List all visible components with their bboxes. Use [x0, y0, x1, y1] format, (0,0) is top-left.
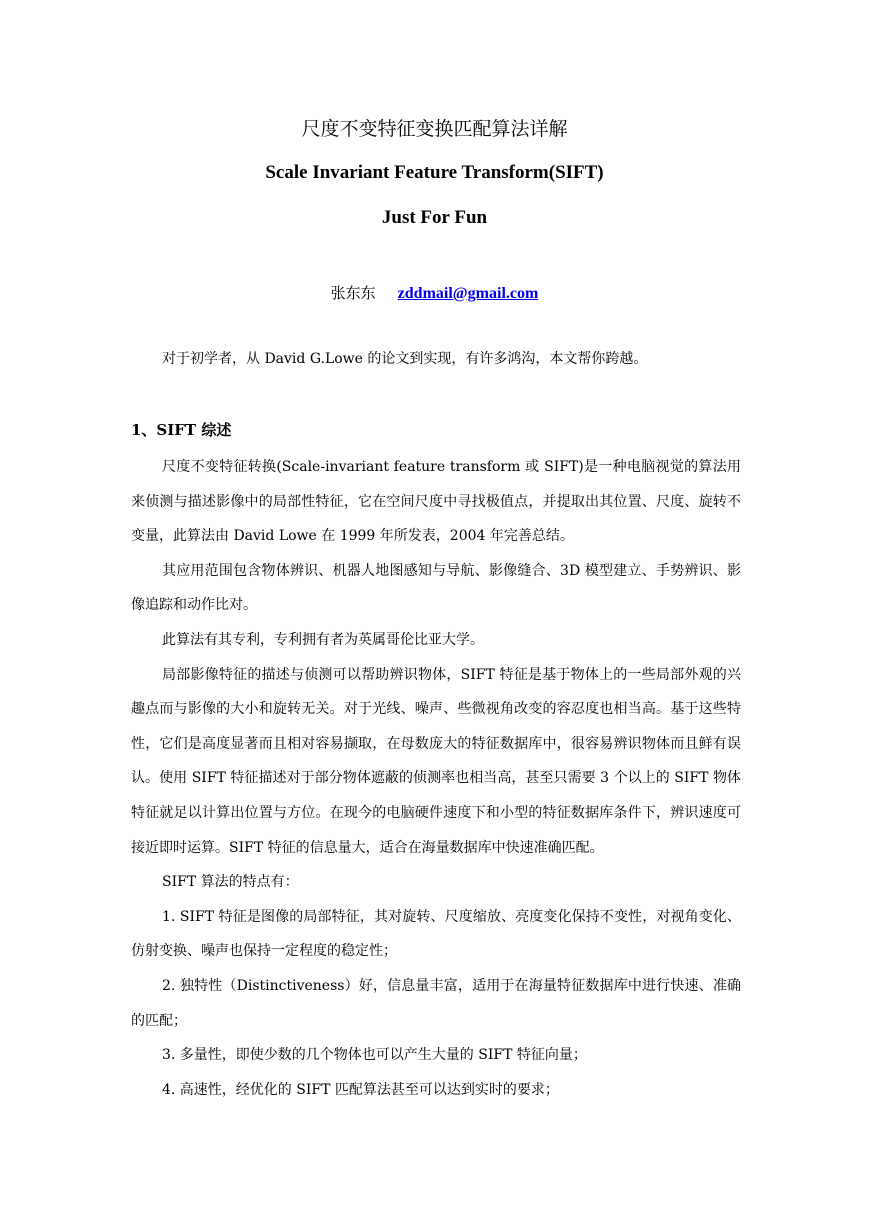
paragraph-overview: 尺度不变特征转换(Scale-invariant feature transform 或 SIFT)是一种电脑视觉的算法用来侦测与描述影像中的局部性特征，它在空间尺度中寻找极值点，并提取出其位置、尺度、旋转不变量，此算法由 David Lowe 在 1999 年所发表，2004 年完善总结。 — [131, 459, 741, 545]
section-heading: 1、SIFT 综述 — [131, 421, 232, 439]
author-email-link[interactable]: zddmail@gmail.com — [397, 285, 539, 302]
author-name: 张东东 — [330, 284, 376, 302]
paragraph-patent: 此算法有其专利，专利拥有者为英属哥伦比亚大学。 — [162, 631, 484, 648]
author-line — [0, 281, 869, 306]
document-title-english: Scale Invariant Feature Transform(SIFT) — [265, 162, 604, 183]
paragraph-features-intro: SIFT 算法的特点有： — [162, 874, 299, 891]
list-item-1: 1. SIFT 特征是图像的局部特征，其对旋转、尺度缩放、亮度变化保持不变性，对视角变化、仿射变换、噪声也保持一定程度的稳定性； — [131, 908, 741, 960]
document-title: 尺度不变特征变换匹配算法详解 — [301, 118, 568, 140]
paragraph-local-features: 局部影像特征的描述与侦测可以帮助辨识物体，SIFT 特征是基于物体上的一些局部外观的兴趣点而与影像的大小和旋转无关。对于光线、噪声、些微视角改变的容忍度也相当高。基于这些特性，它们是高度显著而且相对容易撷取，在母数庞大的特征数据库中，很容易辨识物体而且鲜有误认。使用 SIFT 特征描述对于部分物体遮蔽的侦测率也相当高，甚至只需要 3 个以上的 SIFT 物体特征就足以计算出位置与方位。在现今的电脑硬件速度下和小型的特征数据库条件下，辨识速度可接近即时运算。SIFT 特征的信息量大，适合在海量数据库中快速准确匹配。 — [131, 666, 741, 856]
list-item-4: 4. 高速性，经优化的 SIFT 匹配算法甚至可以达到实时的要求； — [162, 1081, 559, 1098]
list-item-3: 3. 多量性，即使少数的几个物体也可以产生大量的 SIFT 特征向量； — [162, 1047, 587, 1064]
paragraph-applications: 其应用范围包含物体辨识、机器人地图感知与导航、影像缝合、3D 模型建立、手势辨识、影像追踪和动作比对。 — [131, 562, 741, 614]
intro-paragraph: 对于初学者，从 David G.Lowe 的论文到实现，有许多鸿沟，本文帮你跨越。 — [162, 351, 648, 367]
section-body — [131, 450, 741, 1107]
document-subtitle: Just For Fun — [381, 207, 488, 228]
list-item-2: 2. 独特性（Distinctiveness）好，信息量丰富，适用于在海量特征数据库中进行快速、准确的匹配； — [131, 977, 741, 1029]
